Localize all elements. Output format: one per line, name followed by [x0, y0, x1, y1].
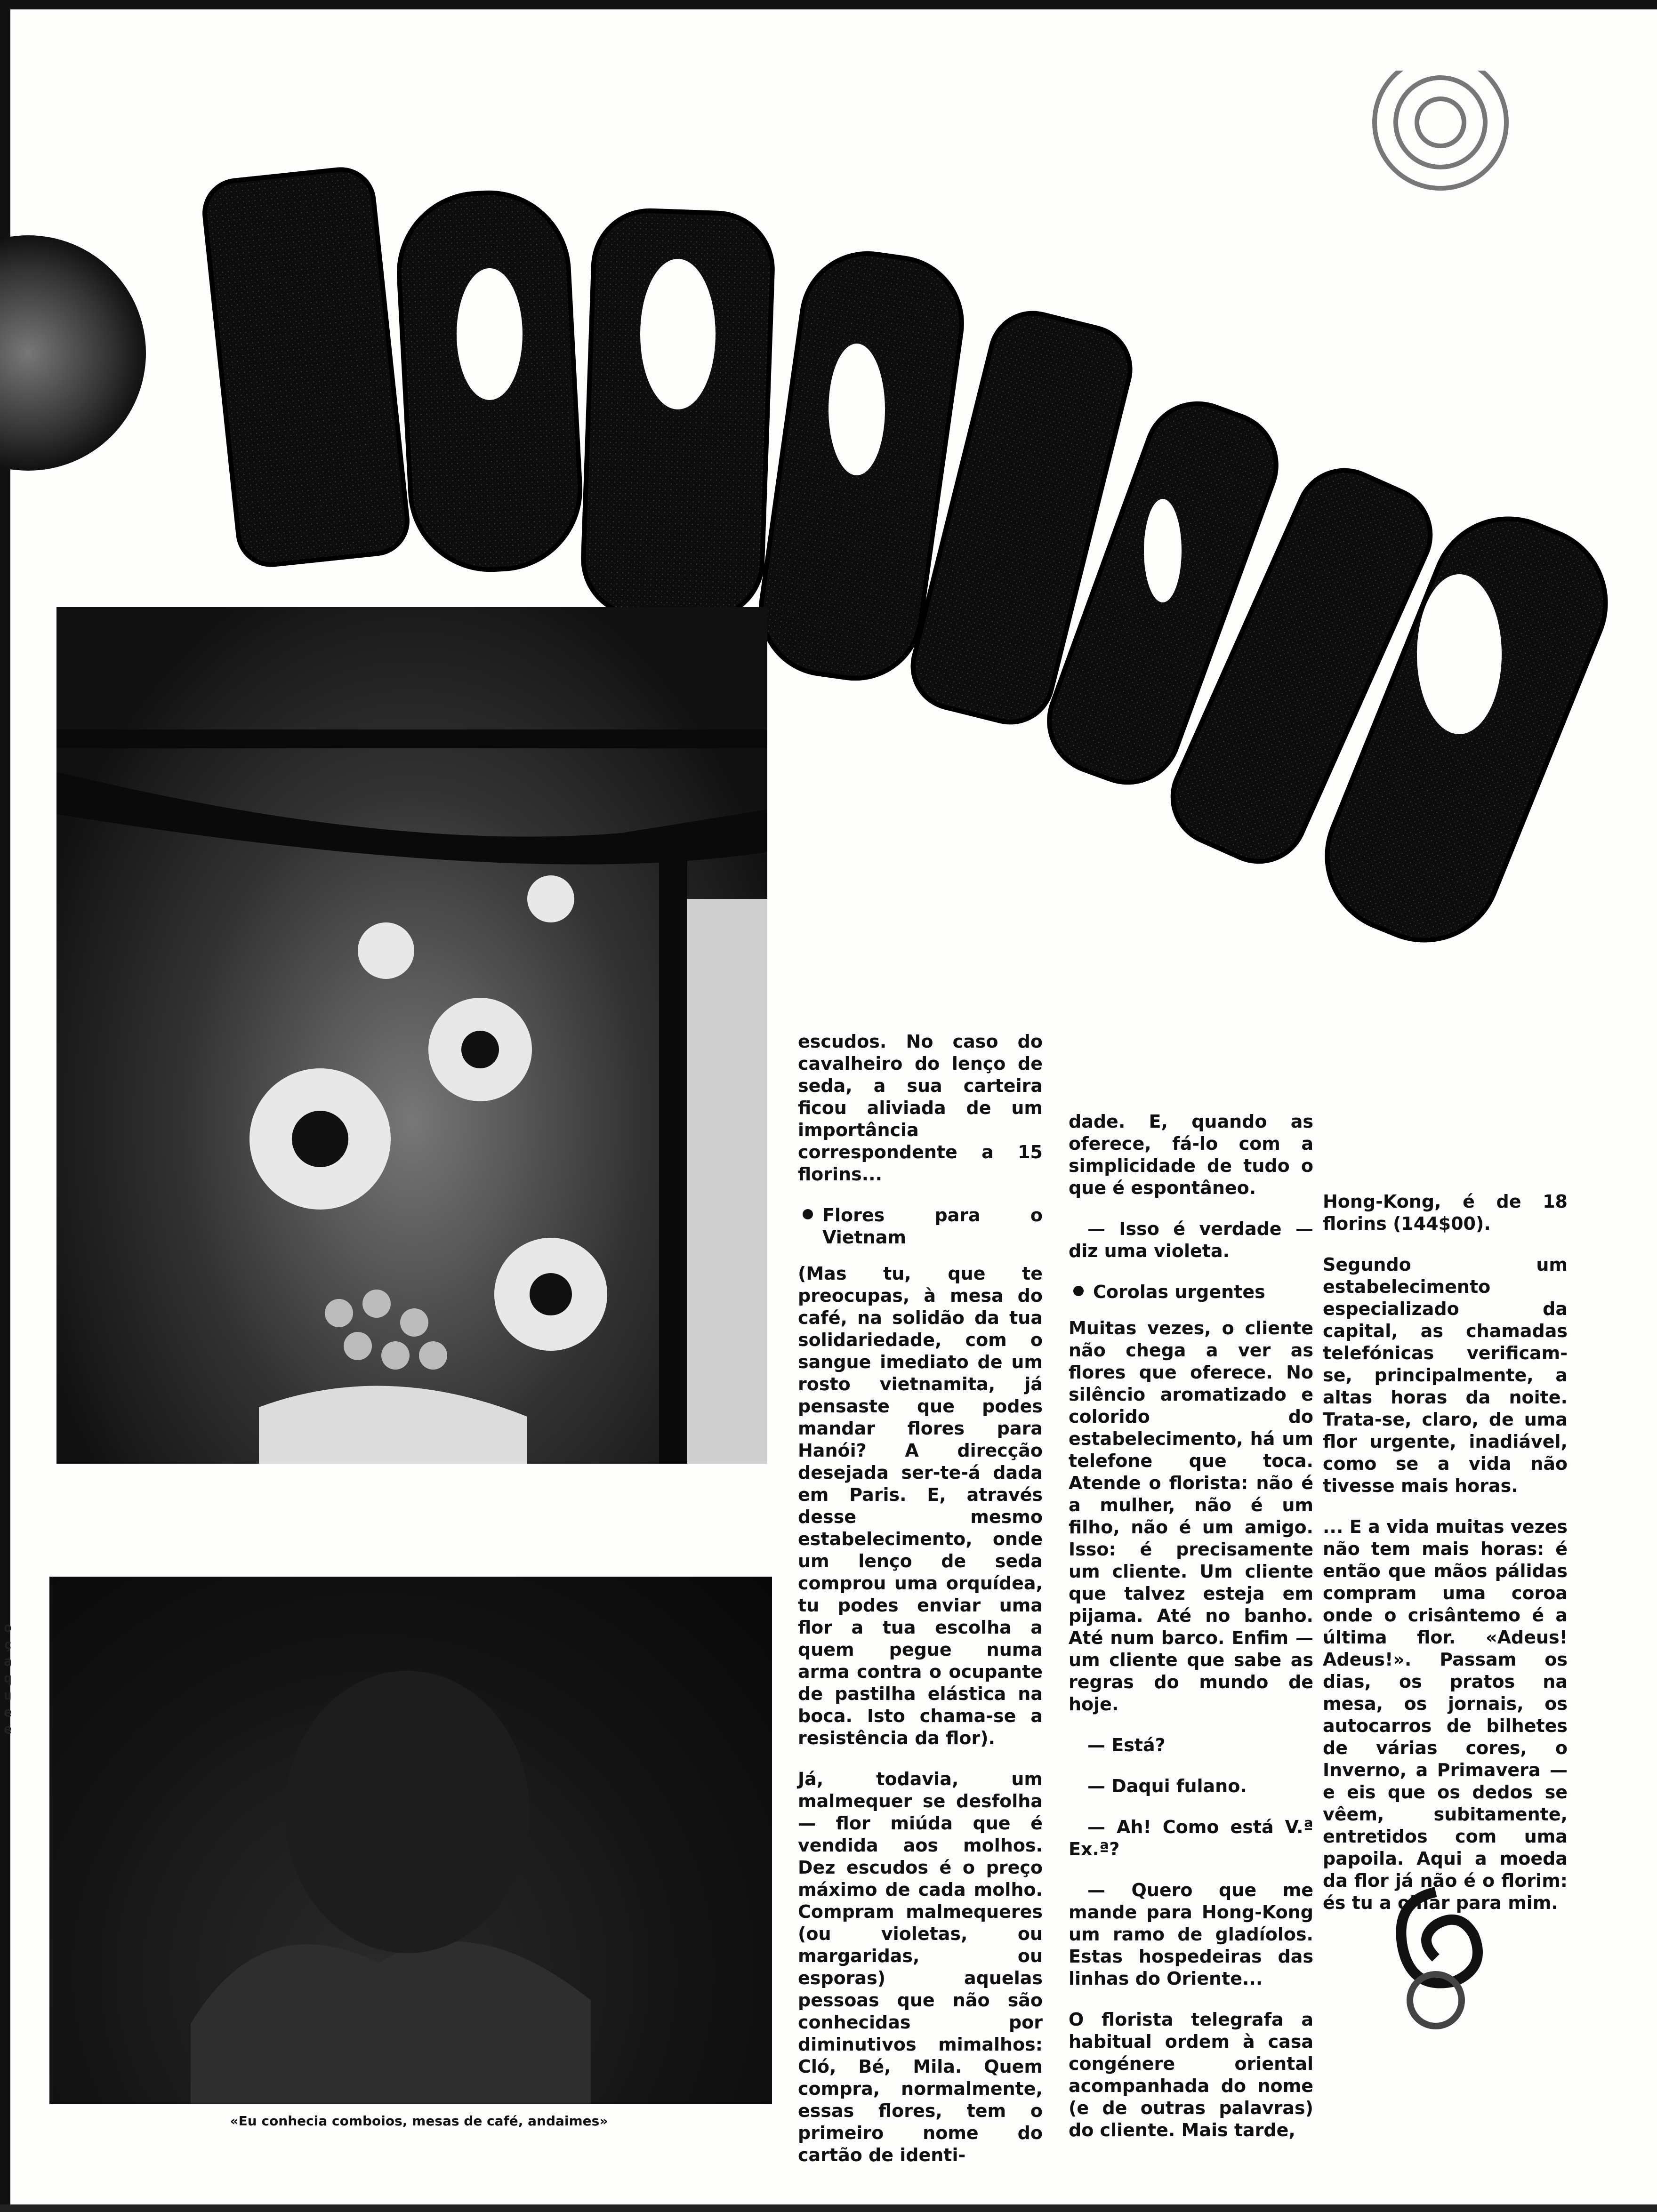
paragraph: O florista telegrafa a habitual ordem à casa congénere oriental acompanhada do nome (e de outras palavras) do cliente. Mais tarde,	[1069, 2009, 1313, 2140]
text-column-2	[1069, 1111, 1313, 2160]
text-column-1	[798, 1031, 1043, 2185]
paragraph: Hong-Kong, é de 18 florins (144$00).	[1323, 1191, 1568, 1234]
photo-caption: «Eu conhecia comboios, mesas de café, andaimes»	[230, 2113, 608, 2129]
section-heading-text: Flores para o Vietnam	[822, 1205, 1043, 1248]
paragraph: Muitas vezes, o cliente não chega a ver as flores que oferece. No silêncio aromatizado e colorido do estabelecimento, há um telefone que toca. Atende o florista: não é a mulher, não é um filho, não é um amigo. Isso: é precisamente um cliente. Um cliente que talvez esteja em pijama. Até no banho. Até num barco. Enfim — um cliente que sabe as regras do mundo de hoje.	[1069, 1318, 1313, 1715]
bullet-icon	[803, 1209, 813, 1219]
top-border	[0, 0, 1657, 9]
paragraph: escudos. No caso do cavalheiro do lenço de seda, a sua carteira ficou aliviada de um importância correspondente a 15 florins...	[798, 1031, 1043, 1185]
section-heading-text: Corolas urgentes	[1093, 1282, 1265, 1302]
dialogue-line: — Está?	[1087, 1735, 1166, 1755]
paragraph: ... E a vida muitas vezes não tem mais horas: é então que mãos pálidas compram uma coroa onde o crisântemo é a última flor. «Adeus! Adeus!». Passam os dias, os pratos na mesa, os jornais, os autocarros de bilhetes de várias cores, o Inverno, a Primavera — e eis que os dedos se vêem, subitamente, entretidos com uma papoila. Aqui a moeda da flor já não é o florim: és tu a olhar para mim.	[1323, 1516, 1568, 1913]
paragraph: (Mas tu, que te preocupas, à mesa do café, na solidão da tua solidariedade, com o sangue imediato de um rosto vietnamita, já pensaste que podes mandar flores para Hanói? A direcção desejada ser-te-á dada em Paris. E, através desse mesmo estabelecimento, onde um lenço de seda comprou uma orquídea, tu podes enviar uma flor a tua escolha a quem pegue numa arma contra o ocupante de pastilha elástica na boca. Isto chama-se a resistência da flor).	[798, 1263, 1043, 1748]
bottom-border	[0, 2204, 1657, 2212]
paragraph: dade. E, quando as oferece, fá-lo com a simplicidade de tudo o que é espontâneo.	[1069, 1111, 1313, 1198]
paragraph: Já, todavia, um malmequer se desfolha — flor miúda que é vendida aos molhos. Dez escudos é o preço máximo de cada molho. Compram malmequeres (ou violetas, ou margaridas, ou esporas) aquelas pessoas que não são conhecidas por diminutivos mimalhos: Cló, Bé, Mila. Quem compra, normalmente, essas flores, tem o primeiro nome do cartão de identi-	[798, 1769, 1043, 2165]
dark-portrait-photo	[49, 1577, 772, 2104]
coin-image	[0, 235, 146, 471]
dialogue-line: — Isso é verdade — diz uma violeta.	[1069, 1218, 1313, 1261]
dialogue-line: — Daqui fulano.	[1087, 1776, 1247, 1796]
paragraph: Segundo um estabelecimento especializado da capital, as chamadas telefónicas verificam-se, principalmente, a altas horas da noite. Trata-se, claro, de uma flor urgente, inadiável, como se a vida não tivesse mais horas.	[1323, 1254, 1568, 1496]
bullet-icon	[1073, 1286, 1084, 1296]
dialogue-line: — Ah! Como está V.ª Ex.ª?	[1069, 1817, 1313, 1859]
margin-text-fragment: oçaquee	[4, 1619, 12, 1737]
section-heading	[798, 1204, 1043, 1249]
swirl-ornament-icon	[1365, 1883, 1506, 2038]
flower-arrangement-photo	[56, 607, 767, 1464]
dialogue-line: — Quero que me mande para Hong-Kong um ramo de gladíolos. Estas hospedeiras das linhas do Oriente...	[1069, 1880, 1313, 1989]
text-column-3	[1323, 1191, 1568, 1933]
section-heading	[1069, 1281, 1313, 1303]
swirl-ornament-icon	[1375, 71, 1506, 188]
